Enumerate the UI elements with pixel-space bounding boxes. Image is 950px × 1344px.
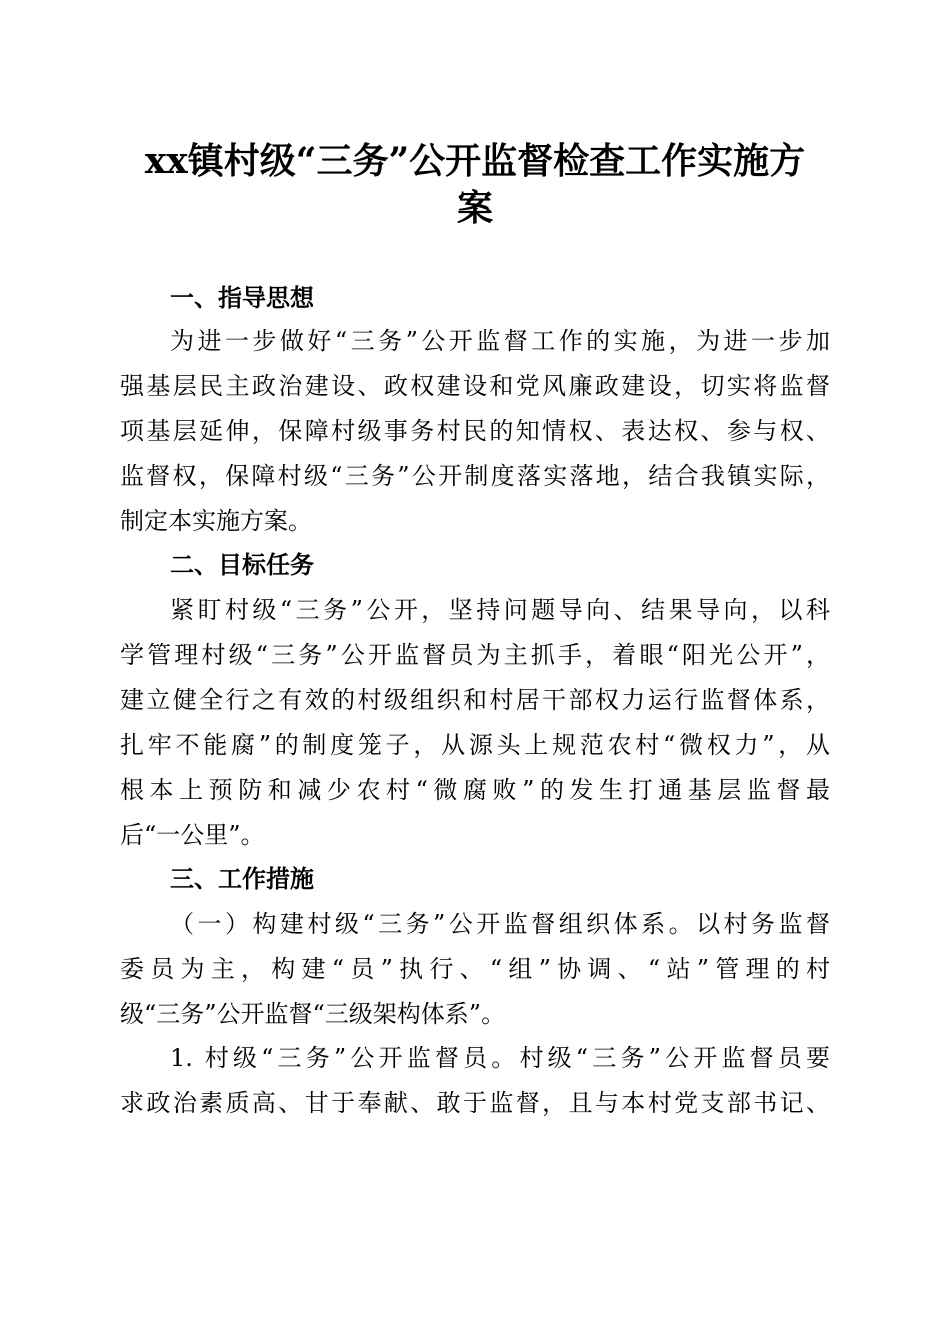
section-heading-work-measures: 三、工作措施 (170, 865, 314, 893)
paragraph-line: 委员为主，构建“员”执行、“组”协调、“站”管理的村 (120, 955, 830, 983)
paragraph-line: 监督权，保障村级“三务”公开制度落实落地，结合我镇实际， (120, 462, 830, 490)
paragraph-line: 求政治素质高、甘于奉献、敢于监督，且与本村党支部书记、 (120, 1089, 830, 1117)
paragraph-line: 强基层民主政治建设、政权建设和党风廉政建设，切实将监督 (120, 372, 830, 400)
paragraph-line: 建立健全行之有效的村级组织和村居干部权力运行监督体系， (120, 686, 830, 714)
paragraph-line: 紧盯村级“三务”公开，坚持问题导向、结果导向，以科 (170, 596, 830, 624)
paragraph-line: 制定本实施方案。 (120, 507, 312, 535)
document-title: xx镇村级“三务”公开监督检查工作实施方 (144, 140, 806, 182)
paragraph-line: （一）构建村级“三务”公开监督组织体系。以村务监督 (170, 910, 830, 938)
section-heading-guiding-ideology: 一、指导思想 (170, 284, 314, 312)
section-heading-goals-tasks: 二、目标任务 (170, 551, 314, 579)
paragraph-line: 1. 村级“三务”公开监督员。村级“三务”公开监督员要 (170, 1044, 830, 1072)
paragraph-line: 学管理村级“三务”公开监督员为主抓手，着眼“阳光公开”， (120, 641, 830, 669)
paragraph-line: 扎牢不能腐”的制度笼子，从源头上规范农村“微权力”，从 (120, 731, 830, 759)
document-title-continued: 案 (456, 187, 493, 229)
paragraph-line: 后“一公里”。 (120, 821, 265, 849)
paragraph-line: 级“三务”公开监督“三级架构体系”。 (120, 1000, 506, 1028)
paragraph-line: 项基层延伸，保障村级事务村民的知情权、表达权、参与权、 (120, 417, 830, 445)
paragraph-line: 为进一步做好“三务”公开监督工作的实施，为进一步加 (170, 327, 830, 355)
paragraph-line: 根本上预防和减少农村“微腐败”的发生打通基层监督最 (120, 776, 830, 804)
